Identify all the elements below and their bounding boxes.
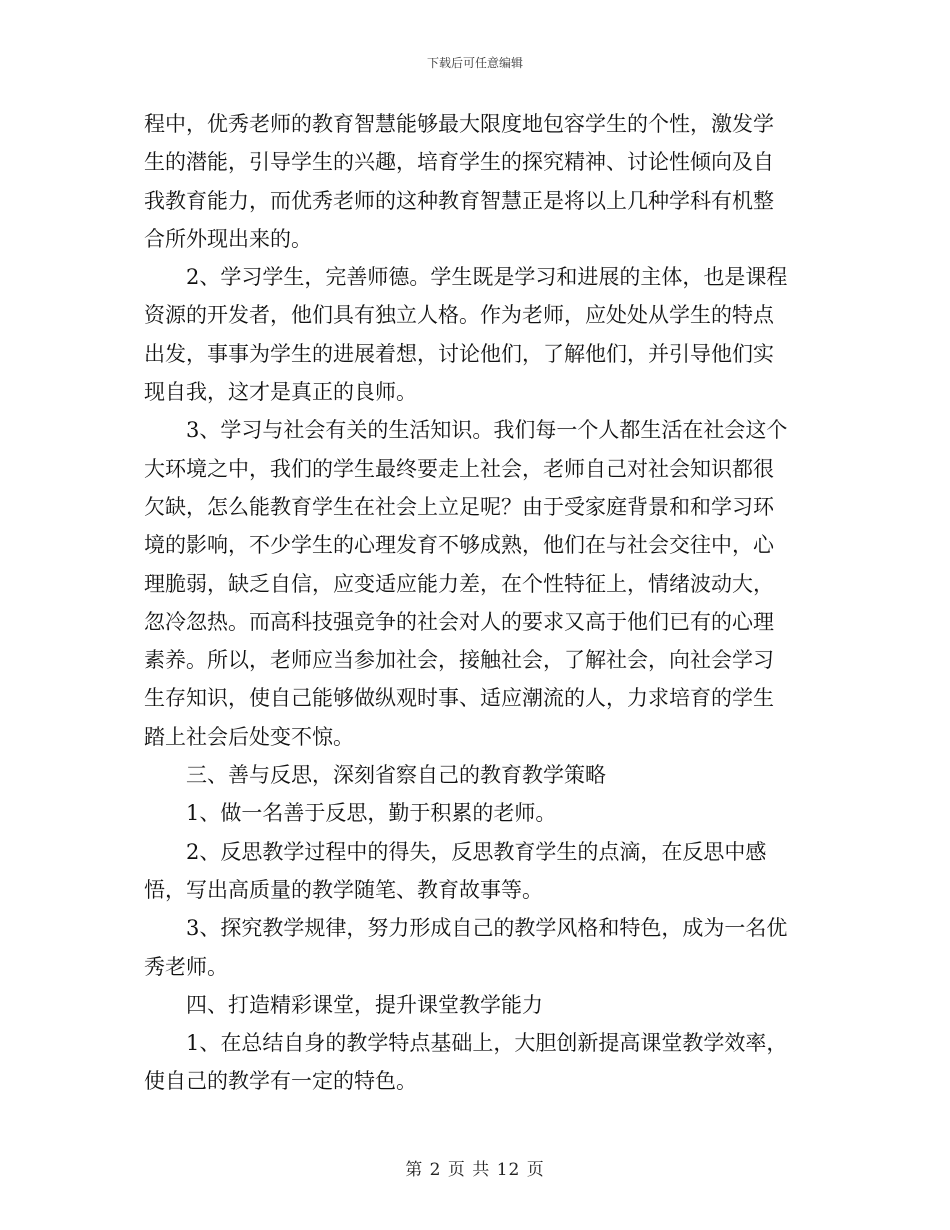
text-line: 生存知识，使自己能够做纵观时事、适应潮流的人，力求培育的学生 <box>144 686 774 711</box>
text-line: 理脆弱，缺乏自信，应变适应能力差，在个性特征上，情绪波动大， <box>144 571 774 596</box>
page-header: 下载后可任意编辑 <box>426 56 523 70</box>
text-line: 出发，事事为学生的进展着想，讨论他们，了解他们，并引导他们实 <box>144 341 774 366</box>
text-line: 秀老师。 <box>144 954 228 979</box>
text-line: 现自我，这才是真正的良师。 <box>144 380 417 405</box>
text-line: 程中，优秀老师的教育智慧能够最大限度地包容学生的个性，激发学 <box>144 112 774 136</box>
text-line: 我教育能力，而优秀老师的这种教育智慧正是将以上几种学科有机整 <box>144 188 774 213</box>
page-footer: 第 2 页 共 12 页 <box>405 1160 545 1180</box>
text-line: 踏上社会后处变不惊。 <box>144 724 354 749</box>
document-body <box>144 105 810 1101</box>
text-line: 四、打造精彩课堂，提升课堂教学能力 <box>186 992 543 1017</box>
text-line: 1、在总结自身的教学特点基础上，大胆创新提高课堂教学效率， <box>186 1031 788 1056</box>
text-line: 素养。所以，老师应当参加社会，接触社会，了解社会，向社会学习 <box>144 648 774 673</box>
text-line: 境的影响，不少学生的心理发育不够成熟，他们在与社会交往中，心 <box>144 533 774 558</box>
text-line: 合所外现出来的。 <box>144 226 312 251</box>
text-line: 悟，写出高质量的教学随笔、教育故事等。 <box>144 877 543 902</box>
text-line: 忽冷忽热。而高科技强竞争的社会对人的要求又高于他们已有的心理 <box>144 609 774 634</box>
text-line: 生的潜能，引导学生的兴趣，培育学生的探究精神、讨论性倾向及自 <box>144 150 774 175</box>
text-line: 1、做一名善于反思，勤于积累的老师。 <box>186 801 557 826</box>
text-line: 资源的开发者，他们具有独立人格。作为老师，应处处从学生的特点 <box>144 303 774 328</box>
text-line: 3、探究教学规律，努力形成自己的教学风格和特色，成为一名优 <box>186 916 788 941</box>
text-line: 使自己的教学有一定的特色。 <box>144 1069 417 1094</box>
text-line: 欠缺，怎么能教育学生在社会上立足呢？由于受家庭背景和和学习环 <box>144 494 774 519</box>
text-line: 2、反思教学过程中的得失，反思教育学生的点滴，在反思中感 <box>186 839 767 864</box>
text-line: 2、学习学生，完善师德。学生既是学习和进展的主体，也是课程 <box>186 265 788 290</box>
text-line: 三、善与反思，深刻省察自己的教育教学策略 <box>186 763 606 788</box>
text-line: 3、学习与社会有关的生活知识。我们每一个人都生活在社会这个 <box>186 418 788 443</box>
text-line: 大环境之中，我们的学生最终要走上社会，老师自己对社会知识都很 <box>144 456 774 481</box>
